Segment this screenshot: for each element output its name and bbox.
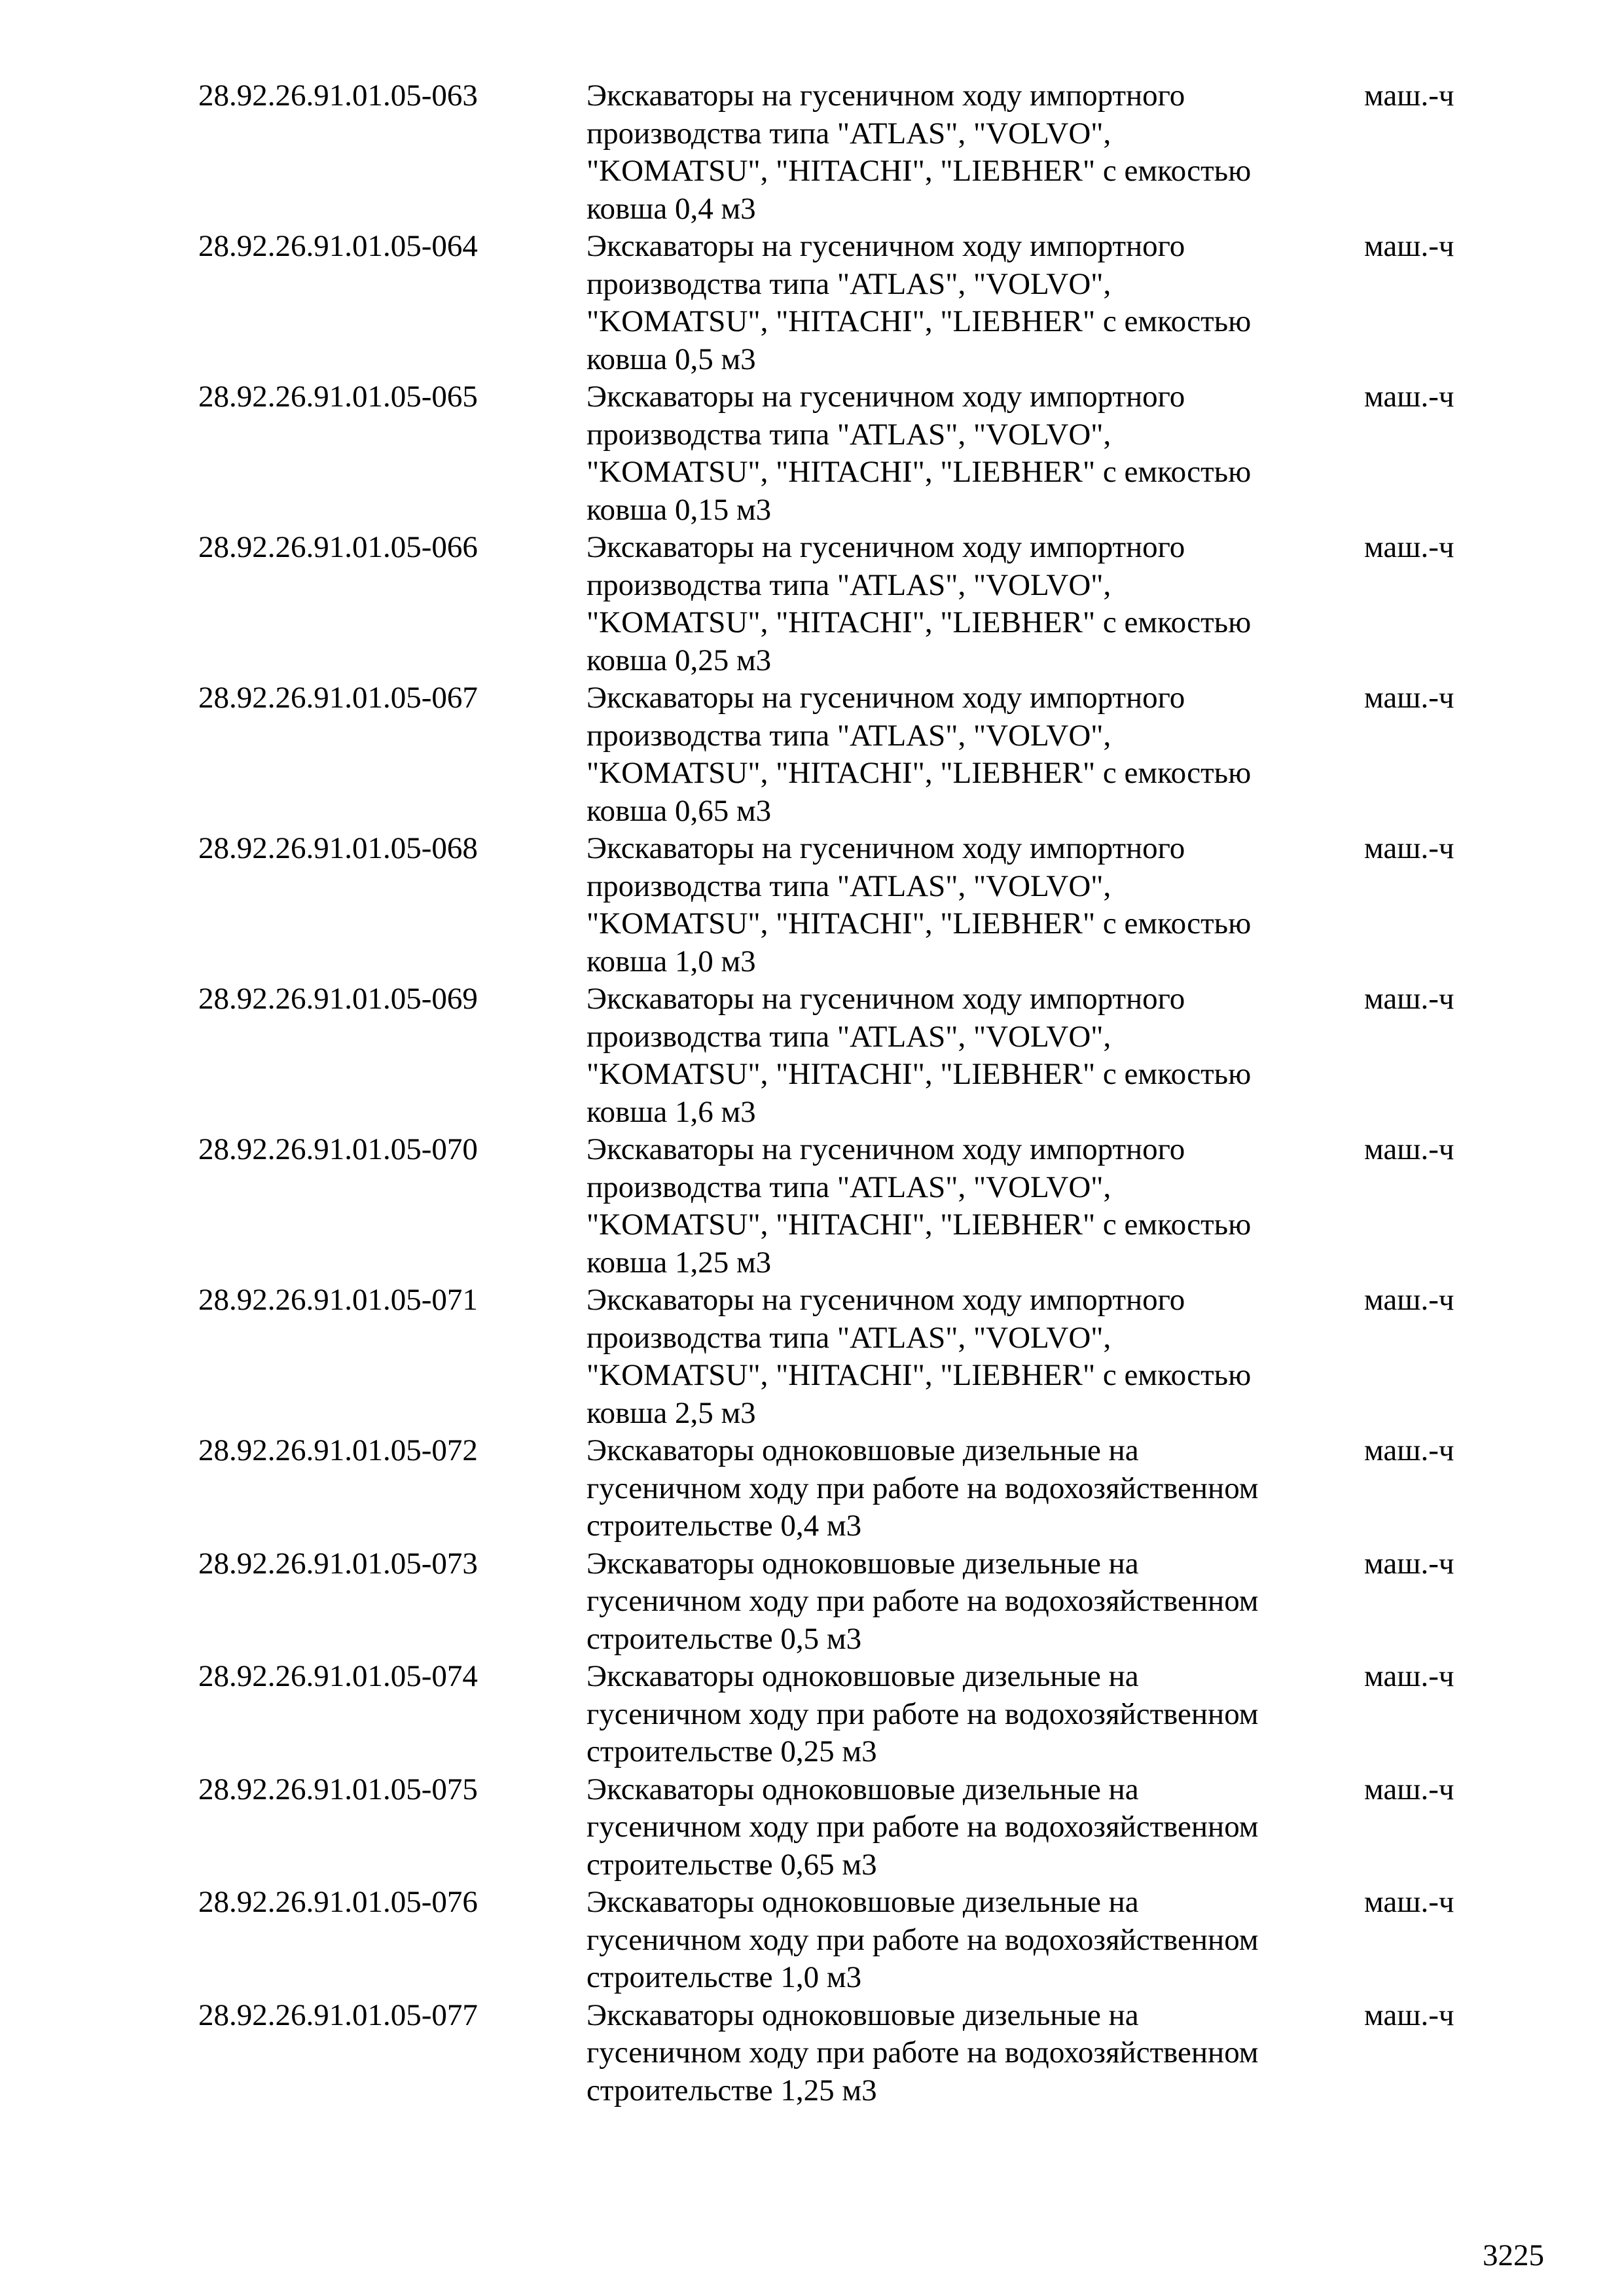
entry-code: 28.92.26.91.01.05-072 bbox=[198, 1433, 478, 1467]
entry-description: Экскаваторы на гусеничном ходу импортного производства типа "ATLAS", "VOLVO", "KOMATSU", "HITACHI", "LIEBHER" с емкостью ковша 0,25 м3 bbox=[586, 530, 1252, 677]
entry-code: 28.92.26.91.01.05-067 bbox=[198, 681, 478, 715]
entry-code: 28.92.26.91.01.05-069 bbox=[198, 982, 478, 1016]
list-item bbox=[198, 529, 1481, 679]
entry-unit: маш.-ч bbox=[1364, 1772, 1454, 1806]
entries-list bbox=[198, 77, 1481, 2109]
entry-description: Экскаваторы на гусеничном ходу импортного производства типа "ATLAS", "VOLVO", "KOMATSU", "HITACHI", "LIEBHER" с емкостью ковша 1,25 м3 bbox=[586, 1132, 1252, 1280]
entry-unit: маш.-ч bbox=[1364, 1546, 1454, 1581]
list-item bbox=[198, 1771, 1481, 1884]
page-number: 3225 bbox=[1483, 2238, 1544, 2272]
entry-code: 28.92.26.91.01.05-075 bbox=[198, 1772, 478, 1806]
list-item bbox=[198, 1432, 1481, 1545]
entry-unit: маш.-ч bbox=[1364, 530, 1454, 564]
entry-unit: маш.-ч bbox=[1364, 1433, 1454, 1467]
entry-code: 28.92.26.91.01.05-070 bbox=[198, 1132, 478, 1166]
entry-code: 28.92.26.91.01.05-074 bbox=[198, 1659, 478, 1693]
list-item bbox=[198, 1131, 1481, 1282]
entry-description: Экскаваторы на гусеничном ходу импортного производства типа "ATLAS", "VOLVO", "KOMATSU", "HITACHI", "LIEBHER" с емкостью ковша 0,4 м3 bbox=[586, 79, 1252, 226]
entry-unit: маш.-ч bbox=[1364, 681, 1454, 715]
entry-unit: маш.-ч bbox=[1364, 1885, 1454, 1919]
entry-code: 28.92.26.91.01.05-064 bbox=[198, 229, 478, 263]
entry-unit: маш.-ч bbox=[1364, 79, 1454, 113]
list-item bbox=[198, 1282, 1481, 1432]
entry-description: Экскаваторы одноковшовые дизельные на гусеничном ходу при работе на водохозяйственном строительстве 1,0 м3 bbox=[586, 1885, 1259, 1994]
entry-description: Экскаваторы одноковшовые дизельные на гусеничном ходу при работе на водохозяйственном строительстве 0,5 м3 bbox=[586, 1546, 1259, 1656]
entry-code: 28.92.26.91.01.05-063 bbox=[198, 79, 478, 113]
entry-description: Экскаваторы на гусеничном ходу импортного производства типа "ATLAS", "VOLVO", "KOMATSU", "HITACHI", "LIEBHER" с емкостью ковша 0,15 м3 bbox=[586, 380, 1252, 527]
entry-description: Экскаваторы на гусеничном ходу импортного производства типа "ATLAS", "VOLVO", "KOMATSU", "HITACHI", "LIEBHER" с емкостью ковша 2,5 м3 bbox=[586, 1283, 1252, 1430]
entry-unit: маш.-ч bbox=[1364, 1659, 1454, 1693]
entry-code: 28.92.26.91.01.05-065 bbox=[198, 380, 478, 414]
entry-description: Экскаваторы на гусеничном ходу импортного производства типа "ATLAS", "VOLVO", "KOMATSU", "HITACHI", "LIEBHER" с емкостью ковша 0,65 м3 bbox=[586, 681, 1252, 828]
list-item bbox=[198, 980, 1481, 1131]
list-item bbox=[198, 830, 1481, 980]
entry-description: Экскаваторы на гусеничном ходу импортного производства типа "ATLAS", "VOLVO", "KOMATSU", "HITACHI", "LIEBHER" с емкостью ковша 1,0 м3 bbox=[586, 831, 1252, 978]
entry-code: 28.92.26.91.01.05-068 bbox=[198, 831, 478, 865]
entry-code: 28.92.26.91.01.05-073 bbox=[198, 1546, 478, 1581]
entry-code: 28.92.26.91.01.05-076 bbox=[198, 1885, 478, 1919]
entry-description: Экскаваторы одноковшовые дизельные на гусеничном ходу при работе на водохозяйственном строительстве 1,25 м3 bbox=[586, 1998, 1259, 2108]
entry-unit: маш.-ч bbox=[1364, 1283, 1454, 1317]
entry-unit: маш.-ч bbox=[1364, 982, 1454, 1016]
entry-description: Экскаваторы одноковшовые дизельные на гусеничном ходу при работе на водохозяйственном строительстве 0,25 м3 bbox=[586, 1659, 1259, 1768]
entry-unit: маш.-ч bbox=[1364, 1998, 1454, 2032]
entry-code: 28.92.26.91.01.05-066 bbox=[198, 530, 478, 564]
list-item bbox=[198, 1545, 1481, 1659]
entry-description: Экскаваторы одноковшовые дизельные на гусеничном ходу при работе на водохозяйственном строительстве 0,65 м3 bbox=[586, 1772, 1259, 1882]
entry-unit: маш.-ч bbox=[1364, 831, 1454, 865]
entry-description: Экскаваторы на гусеничном ходу импортного производства типа "ATLAS", "VOLVO", "KOMATSU", "HITACHI", "LIEBHER" с емкостью ковша 0,5 м3 bbox=[586, 229, 1252, 376]
list-item bbox=[198, 1658, 1481, 1771]
list-item bbox=[198, 228, 1481, 378]
list-item bbox=[198, 1884, 1481, 1997]
entry-description: Экскаваторы одноковшовые дизельные на гусеничном ходу при работе на водохозяйственном строительстве 0,4 м3 bbox=[586, 1433, 1259, 1543]
entry-code: 28.92.26.91.01.05-077 bbox=[198, 1998, 478, 2032]
entry-unit: маш.-ч bbox=[1364, 229, 1454, 263]
entry-description: Экскаваторы на гусеничном ходу импортного производства типа "ATLAS", "VOLVO", "KOMATSU", "HITACHI", "LIEBHER" с емкостью ковша 1,6 м3 bbox=[586, 982, 1252, 1129]
entry-code: 28.92.26.91.01.05-071 bbox=[198, 1283, 478, 1317]
entry-unit: маш.-ч bbox=[1364, 1132, 1454, 1166]
entry-unit: маш.-ч bbox=[1364, 380, 1454, 414]
list-item bbox=[198, 77, 1481, 228]
list-item bbox=[198, 1997, 1481, 2110]
list-item bbox=[198, 679, 1481, 830]
list-item bbox=[198, 378, 1481, 529]
